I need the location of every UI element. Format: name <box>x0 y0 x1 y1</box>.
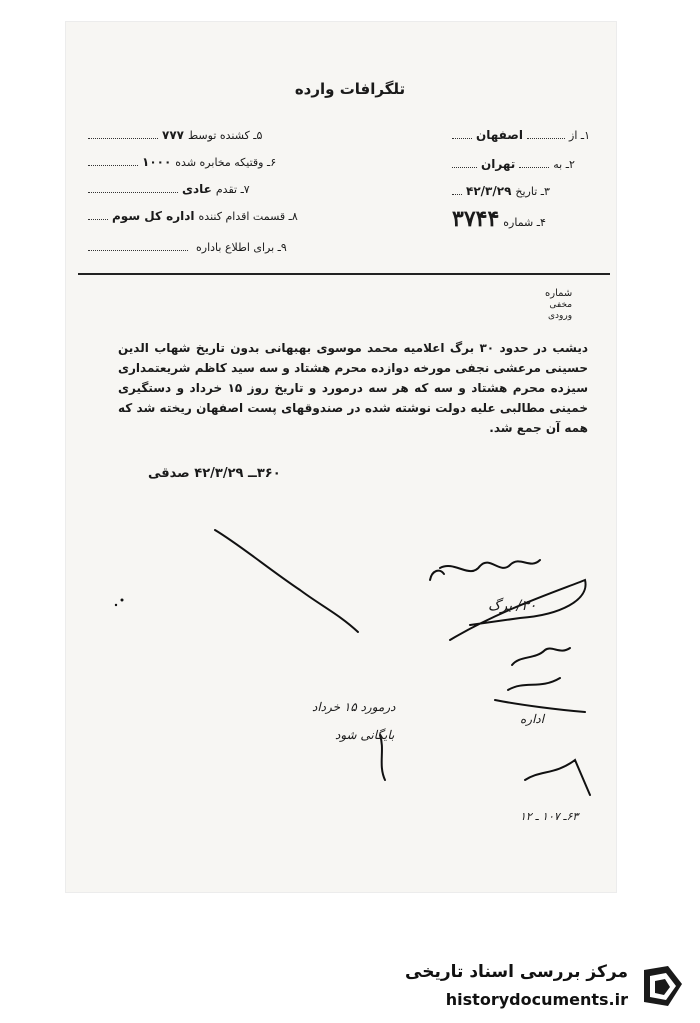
signature-stroke <box>430 571 444 580</box>
telegram-body: دیشب در حدود ۳۰ برگ اعلامیه محمد موسوی بهبهانی بدون تاریخ شهاب الدین حسینی مرعشی نجفی مورخه دوازده محرم هشتاد و سه سید کاظم شریعتمداری سیزده محرم هشتاد و سه که هر سه درمورد و تاریخ روز ۱۵ خرداد و دستگیری خمینی مطالبی علیه دولت نوشته شده در صندوقهای پست اصفهان ریخته شد که همه آن جمع شد. <box>118 341 589 435</box>
field-label: ۱ـ از <box>569 129 591 142</box>
field-value: ۱۰۰۰ <box>142 155 172 169</box>
field-value: ۳۷۴۴ <box>452 206 500 232</box>
signature-stroke <box>512 648 570 665</box>
footer-org-name: مرکز بررسی اسناد تاریخی <box>405 962 628 982</box>
field-label: ۵ـ کشنده توسط <box>187 129 263 142</box>
history-documents-logo-icon <box>638 962 686 1010</box>
field-label: ۶ـ وقتیکه مخابره شده <box>175 156 277 169</box>
field-value: ۴۲/۳/۲۹ <box>466 184 512 198</box>
signature-stroke <box>508 678 560 690</box>
field-label: ۷ـ تقدم <box>215 183 250 196</box>
field-value: اصفهان <box>476 128 524 142</box>
document-title: تلگرافات وارده <box>294 80 406 98</box>
number-label: شماره <box>545 288 573 299</box>
classification-incoming: ورودی <box>548 311 573 321</box>
handwritten-note-archive: بایگانی شود <box>335 728 395 742</box>
footer-url: historydocuments.ir <box>445 990 628 1009</box>
handwritten-note-code: ۶۳ـ ۱۰۷ ـ ۱۲ <box>520 810 579 823</box>
diagonal-stroke <box>215 530 358 632</box>
field-label: ۸ـ قسمت اقدام کننده <box>198 210 298 223</box>
field-label: ۴ـ شماره <box>503 216 546 229</box>
handwritten-note-department: اداره <box>520 712 545 726</box>
reference-line: ۳۶۰ــ ۴۲/۳/۲۹ صدقی <box>148 466 281 481</box>
field-value: تهران <box>481 157 516 171</box>
ink-dot <box>115 604 117 606</box>
signature-stroke <box>495 700 585 712</box>
classification-secret: مخفی <box>549 300 573 310</box>
field-value: ۷۷۷ <box>162 128 184 142</box>
field-label: ۲ـ به <box>553 158 575 171</box>
ink-dot <box>121 599 124 602</box>
handwritten-note-pages: ۳۰/ برگ <box>488 598 537 614</box>
field-value: اداره کل سوم <box>112 209 195 223</box>
field-label: ۹ـ برای اطلاع باداره <box>196 241 287 254</box>
handwritten-note-subject: درمورد ۱۵ خرداد <box>312 700 396 714</box>
field-label: ۳ـ تاریخ <box>515 185 550 198</box>
signature-stroke <box>525 760 590 795</box>
signature-stroke <box>440 560 540 571</box>
field-value: عادی <box>182 182 212 196</box>
